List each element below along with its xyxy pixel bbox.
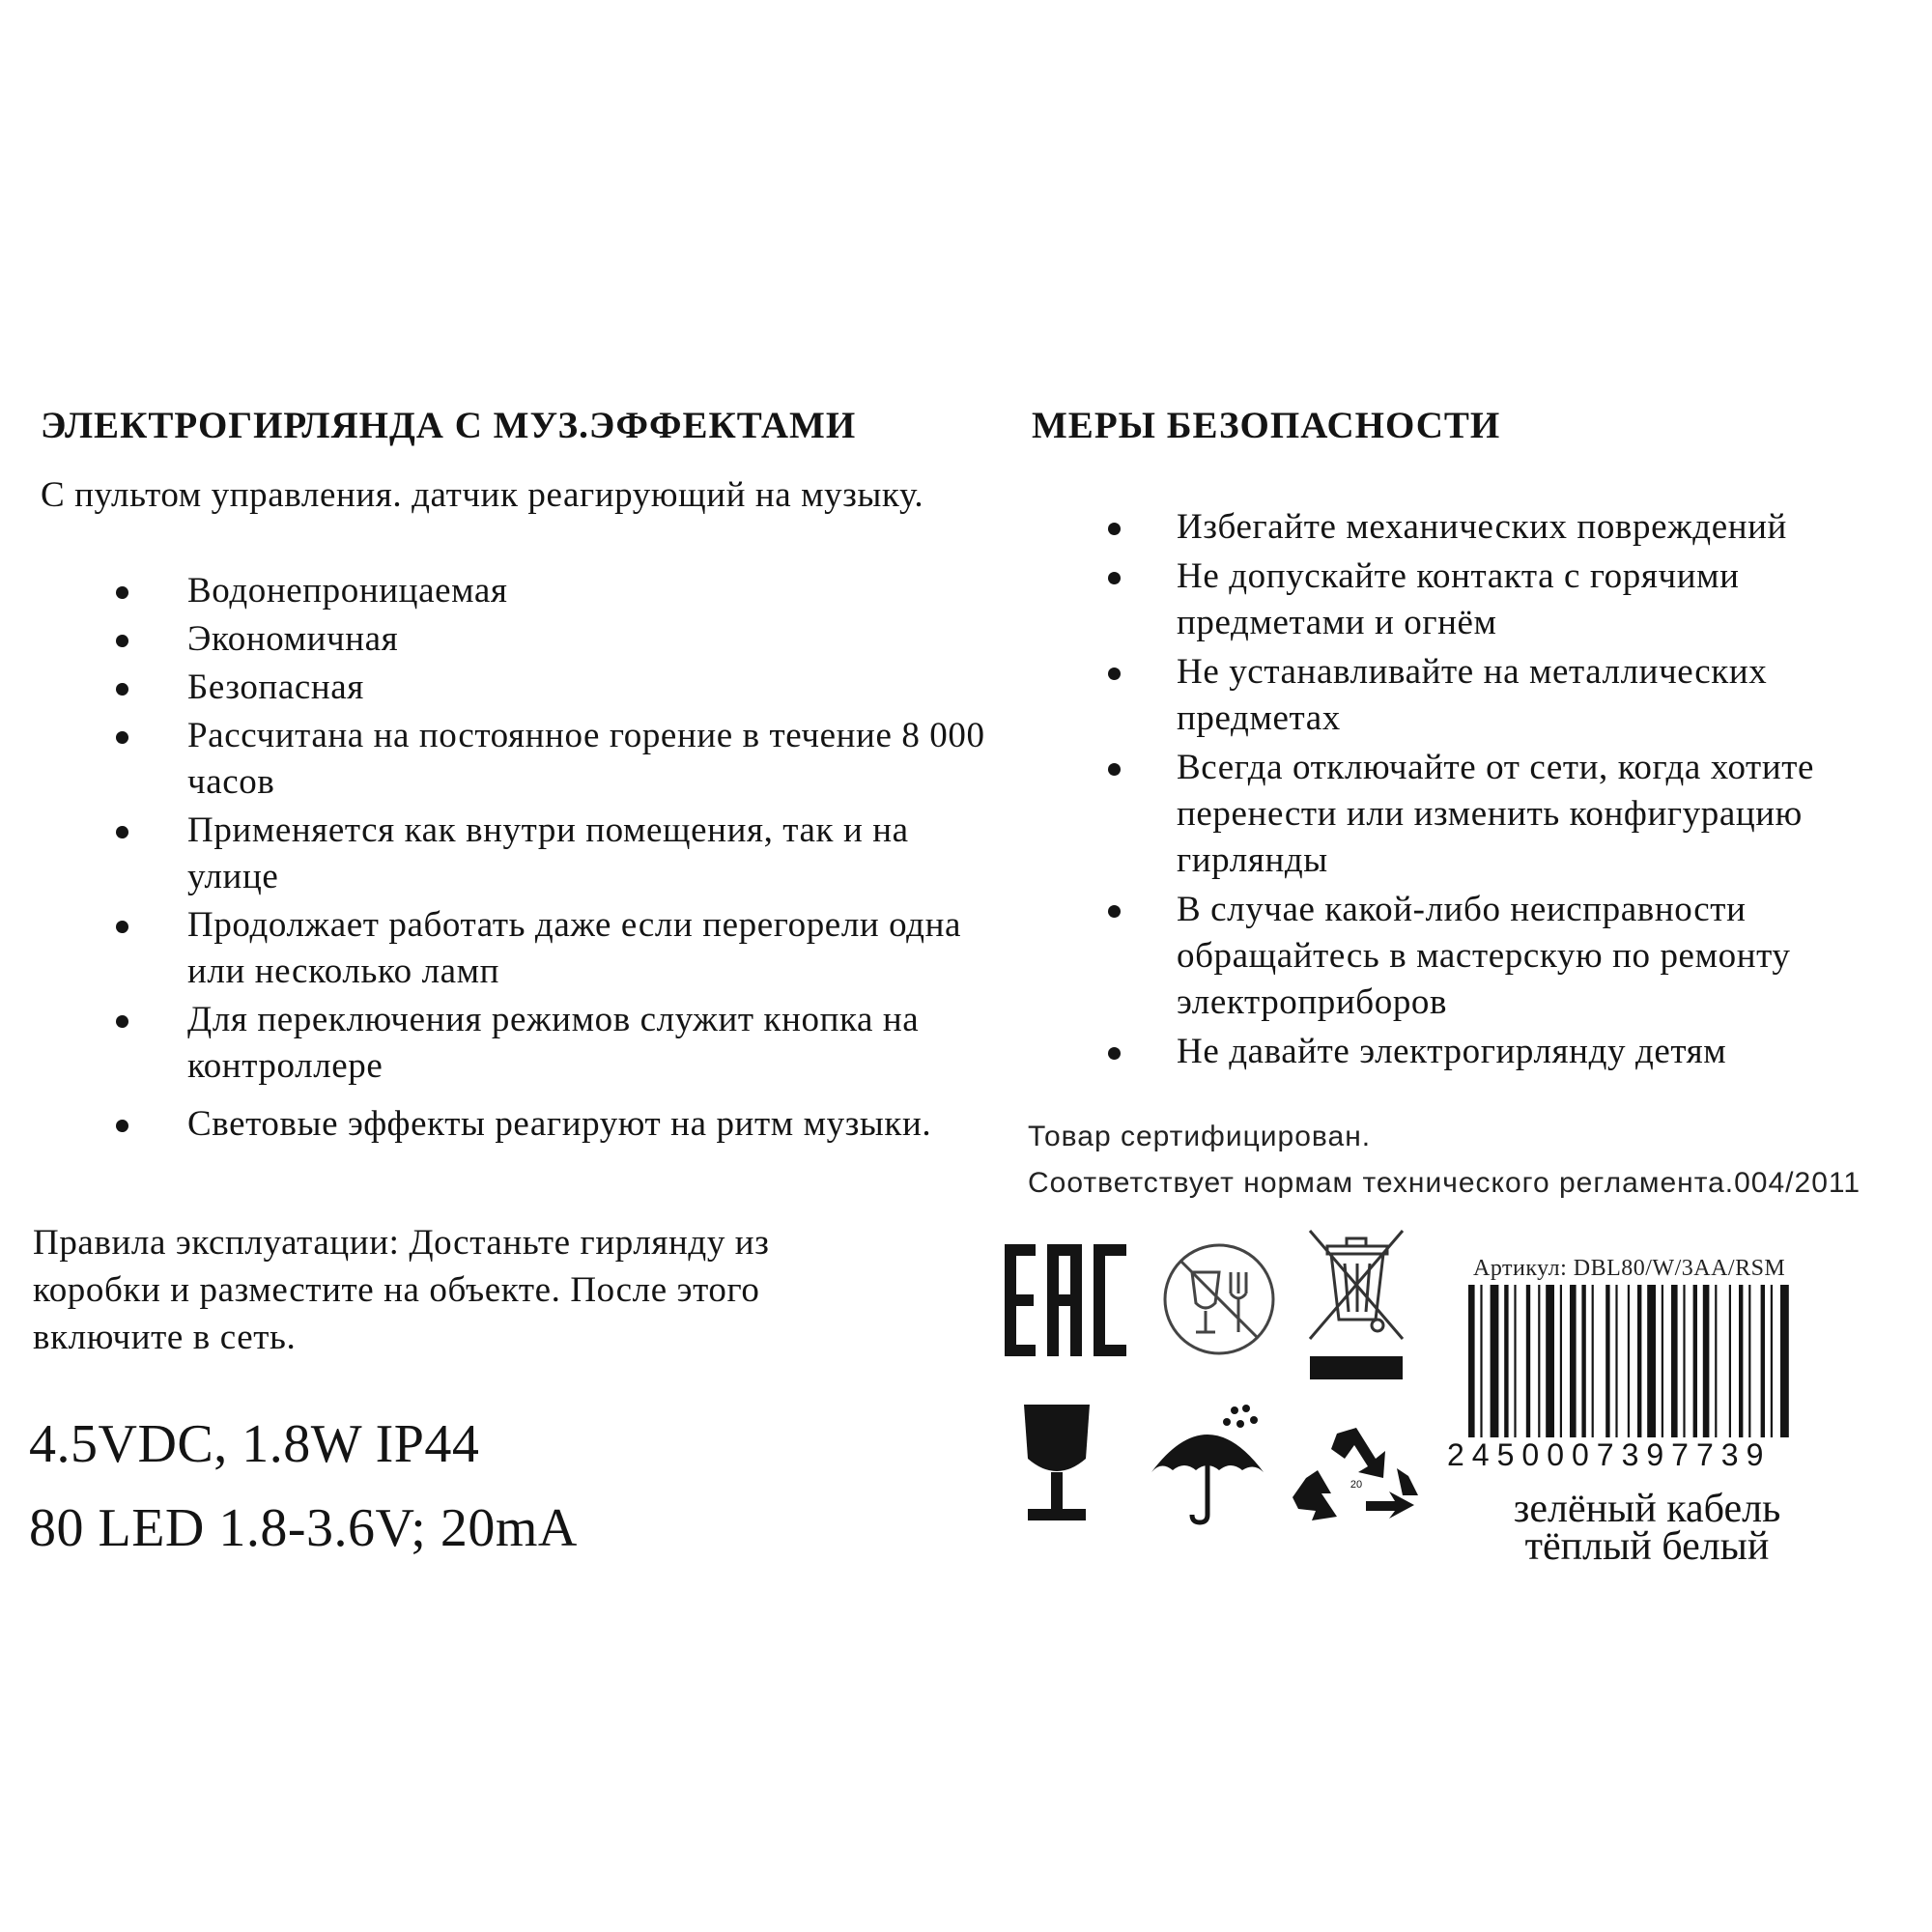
article-number: Артикул: DBL80/W/3AA/RSM — [1473, 1256, 1786, 1281]
barcode-bar — [1514, 1285, 1516, 1437]
barcode-bar — [1683, 1285, 1685, 1437]
fragile-glass-icon — [1018, 1401, 1095, 1526]
power-spec: 4.5VDC, 1.8W IP44 — [29, 1414, 480, 1474]
barcode-bar — [1605, 1285, 1609, 1437]
barcode-bar — [1526, 1285, 1530, 1437]
product-intro: С пультом управления. датчик реагирующий на музыку. — [41, 475, 924, 515]
barcode-bar — [1715, 1285, 1717, 1437]
crossed-bin-icon — [1302, 1225, 1410, 1389]
keep-dry-umbrella-icon — [1146, 1403, 1271, 1528]
list-item: Всегда отключайте от сети, когда хотите перенести или изменить конфигурацию гирлянды — [1177, 745, 1920, 884]
barcode-bar — [1504, 1285, 1508, 1437]
list-item: Не допускайте контакта с горячими предметами и огнём — [1177, 554, 1920, 646]
recycle-icon — [1289, 1424, 1424, 1530]
barcode-bar — [1662, 1285, 1663, 1437]
usage-rules: Правила эксплуатации: Достаньте гирлянду из коробки и разместите на объекте. После этого включите в сеть. — [33, 1223, 770, 1357]
barcode-bar — [1546, 1285, 1554, 1437]
barcode-bar — [1560, 1285, 1562, 1437]
not-food-contact-icon — [1159, 1239, 1279, 1359]
barcode-bar — [1480, 1285, 1482, 1437]
barcode-bar — [1780, 1285, 1789, 1437]
barcode-bar — [1628, 1285, 1630, 1437]
barcode-bar — [1748, 1285, 1750, 1437]
list-item: Избегайте механических повреждений — [1177, 504, 1920, 551]
list-item: Продолжает работать даже если перегорели одна или несколько ламп — [187, 902, 999, 995]
list-item: В случае какой-либо неисправности обращайтесь в мастерскую по ремонту электроприборов — [1177, 887, 1920, 1026]
light-color: тёплый белый — [1524, 1524, 1770, 1569]
list-item: Для переключения режимов служит кнопка на контроллере — [187, 997, 999, 1090]
barcode-bar — [1491, 1285, 1499, 1437]
list-item: Не устанавливайте на металлических предметах — [1177, 649, 1920, 742]
barcode-bar — [1647, 1285, 1656, 1437]
safety-title: МЕРЫ БЕЗОПАСНОСТИ — [1032, 405, 1501, 446]
barcode-bar — [1592, 1285, 1594, 1437]
barcode-icon — [1468, 1285, 1793, 1437]
barcode-bar — [1637, 1285, 1641, 1437]
led-spec: 80 LED 1.8-3.6V; 20mA — [29, 1498, 578, 1558]
barcode-bar — [1468, 1285, 1475, 1437]
barcode-bar — [1615, 1285, 1617, 1437]
barcode-bar — [1729, 1285, 1731, 1437]
safety-list — [1177, 504, 1920, 1078]
list-item: Применяется как внутри помещения, так и на улице — [187, 808, 999, 900]
barcode-number: 2450007397739 — [1447, 1437, 1772, 1472]
cable-color: зелёный кабель — [1513, 1487, 1781, 1531]
eac-mark-icon — [999, 1236, 1134, 1364]
barcode-bar — [1570, 1285, 1577, 1437]
barcode-bar — [1739, 1285, 1743, 1437]
barcode-bar — [1581, 1285, 1585, 1437]
list-item: Не давайте электрогирлянду детям — [1177, 1029, 1920, 1075]
barcode-bar — [1761, 1285, 1765, 1437]
barcode-bar — [1538, 1285, 1540, 1437]
regulation-note: Соответствует нормам технического регламента.004/2011 — [1028, 1167, 1861, 1199]
barcode-bar — [1771, 1285, 1773, 1437]
list-item: Рассчитана на постоянное горение в течение 8 000 часов — [187, 713, 999, 806]
list-item: Световые эффекты реагируют на ритм музыки. — [187, 1101, 999, 1148]
product-title: ЭЛЕКТРОГИРЛЯНДА С МУЗ.ЭФФЕКТАМИ — [41, 405, 857, 446]
recycle-code: 20 — [1350, 1479, 1363, 1491]
list-item: Экономичная — [187, 616, 999, 663]
barcode-bar — [1703, 1285, 1710, 1437]
barcode-bar — [1671, 1285, 1678, 1437]
list-item: Безопасная — [187, 665, 999, 711]
barcode-bar — [1693, 1285, 1697, 1437]
list-item: Водонепроницаемая — [187, 568, 999, 614]
certification-note: Товар сертифицирован. — [1028, 1121, 1372, 1152]
feature-list — [187, 568, 999, 1150]
